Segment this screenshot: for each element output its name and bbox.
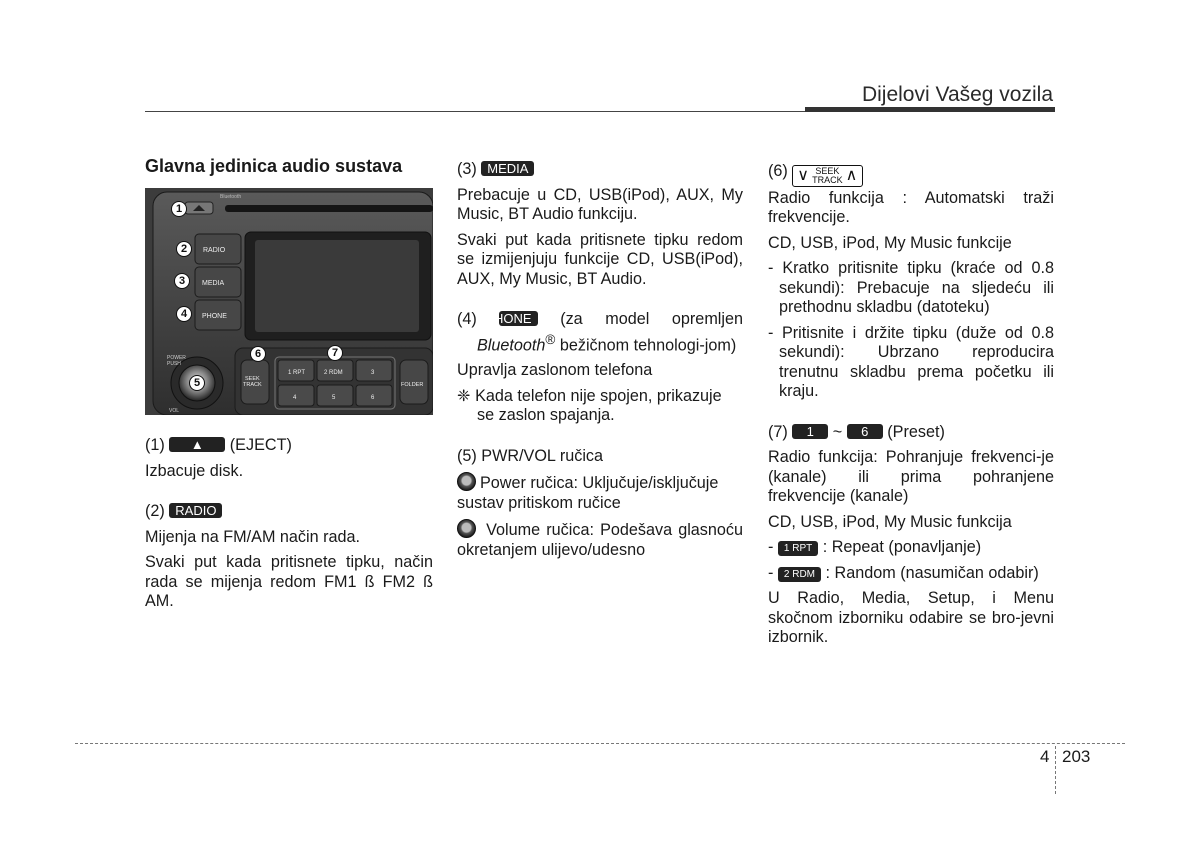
item-5-power: Power ručica: Uključuje/isključuje sustav pritiskom ručice [457,474,719,512]
item-4-note: ❈ Kada telefon nije spojen, prikazuje se zaslon spajanja. [457,386,722,425]
preset-1-label: 1 RPT [288,370,306,376]
item-5-volume: Volume ručica: Podešava glasnoću okretanjem ulijevo/udesno [457,521,743,559]
item-1-desc: Izbacuje disk. [145,461,244,480]
item-7-repeat: - 1 RPT : Repeat (ponavljanje) [768,538,982,557]
power-label: POWER [167,355,186,361]
knob-icon [457,519,476,538]
item-7-desc-2: CD, USB, iPod, My Music funkcija [768,512,1012,531]
page-number: 203 [1062,747,1091,766]
preset-5-label: 5 [332,395,336,401]
item-7-desc-3: U Radio, Media, Setup, i Menu skočnom izborniku odabire se bro-jevni izbornik. [768,589,1054,647]
phone-button-label: PHONE [202,313,227,320]
item-3-desc-1: Prebacuje u CD, USB(iPod), AUX, My Music, BT Audio funkciju. [457,185,743,223]
item-4-desc: Upravlja zaslonom telefona [457,361,653,380]
preset-6-label: 6 [371,395,375,401]
column-2 [457,160,743,560]
item-3-desc-2: Svaki put kada pritisnete tipku redom se izmijenjuju funkcije CD, USB(iPod), AUX, My Music, BT Audio. [457,230,743,288]
chevron-down-icon: ∨ [797,166,810,184]
column-1 [145,157,433,177]
callout-7: 7 [327,345,343,361]
preset-key-1: 1 [792,424,828,439]
section-title: Glavna jedinica audio sustava [145,156,403,176]
preset-3-label: 3 [371,370,375,376]
header-rule [145,111,805,112]
item-6-bullet-2: - Pritisnite i držite tipku (duže od 0.8 sekundi): Ubrzano reproducira trenutnu skladbu prema početku ili kraju. [768,323,1054,401]
item-7-heading: (7) 1 ~ 6 (Preset) [768,422,945,441]
rdm-key: 2 RDM [778,567,821,582]
seek-track-key: ∨ SEEK TRACK ∧ [792,165,862,187]
push-label: PUSH [167,361,181,367]
item-7-desc-1: Radio funkcija: Pohranjuje frekvenci-je (kanale) ili prima pohranjene frekvencije (kanale) [768,448,1054,506]
preset-4-label: 4 [293,395,297,401]
callout-3: 3 [174,273,190,289]
rpt-key: 1 RPT [778,541,818,556]
radio-key: RADIO [169,503,222,518]
item-4-heading: (4) PHONE (za model opremljen Bluetooth® bežičnom tehnologi-jom) [457,310,743,354]
item-2-desc-2: Svaki put kada pritisnete tipku, način rada se mijenja redom FM1 ß FM2 ß AM. [145,553,433,610]
column-1-text [145,436,433,612]
phone-key: PHONE [499,311,537,326]
callout-1: 1 [171,201,187,217]
header-rule-thick [805,107,1055,112]
knob-icon [457,472,476,491]
callout-6: 6 [250,346,266,362]
track-label: TRACK [243,382,262,388]
preset-key-6: 6 [847,424,883,439]
item-6-desc-1: Radio funkcija : Automatski traži frekvencije. [768,188,1054,227]
item-6-desc-2: CD, USB, iPod, My Music funkcije [768,233,1012,252]
preset-2-label: 2 RDM [324,370,343,376]
eject-icon: ▲ [169,437,225,452]
radio-button-label: RADIO [203,247,226,254]
footer-divider [1055,746,1056,794]
section-number: 4 [1040,747,1050,766]
footer-rule [75,743,1125,744]
item-3-heading: (3) MEDIA [457,160,743,180]
folder-label: FOLDER [401,382,424,388]
media-button-label: MEDIA [202,280,225,287]
seek-label: SEEK [245,376,260,382]
running-header: Dijelovi Vašeg vozila [861,83,1053,106]
item-6-heading: (6) ∨ SEEK TRACK ∧ [768,162,1054,187]
audio-unit-figure [145,188,433,415]
vol-label: VOL [169,408,180,414]
note-mark-icon: ❈ [457,386,471,405]
media-key: MEDIA [481,161,534,176]
callout-2: 2 [176,241,192,257]
chevron-up-icon: ∧ [845,166,858,184]
brand-label: Bluetooth [220,194,242,200]
column-3 [768,162,1054,648]
callout-5: 5 [189,375,205,391]
callout-4: 4 [176,306,192,322]
item-6-bullet-1: - Kratko pritisnite tipku (kraće od 0.8 sekundi): Prebacuje na sljedeću ili prethodnu skladbu (datoteku) [768,259,1054,317]
item-1-heading: (1) ▲ (EJECT) [145,436,292,454]
item-2-heading: (2) RADIO [145,502,433,522]
item-7-random: - 2 RDM : Random (nasumičan odabir) [768,563,1039,582]
item-2-desc-1: Mijenja na FM/AM način rada. [145,527,361,546]
item-5-heading: (5) PWR/VOL ručica [457,446,604,465]
